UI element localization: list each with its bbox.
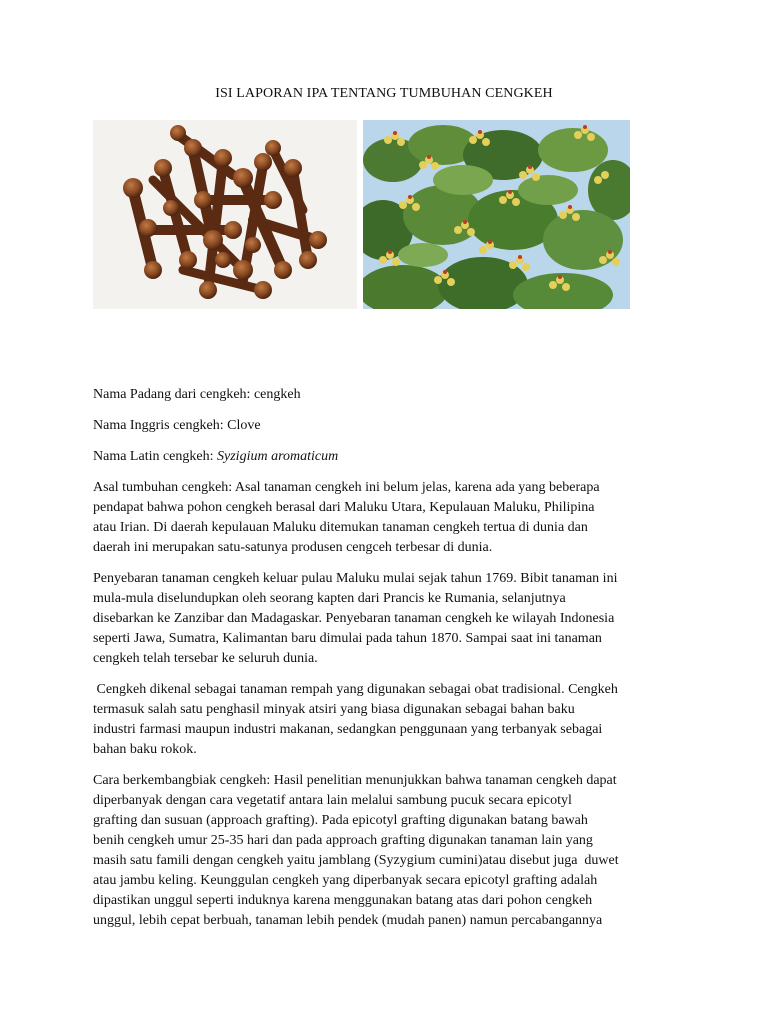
field-inggris: Nama Inggris cengkeh: Clove [93,418,261,433]
text-line: bahan baku rokok. [93,742,197,757]
text-line: dipastikan unggul seperti induknya karena menggunakan batang atas dari pohon cengkeh [93,893,593,908]
text-line: unggul, lebih cepat berbuah, tanaman lebih pendek (mudah panen) namun percabangannya [93,913,603,928]
text-line: industri farmasi maupun industri makanan, sedangkan penggunaan yang terbanyak sebagai [93,722,603,737]
text-line: diperbanyak dengan cara vegetatif antara lain melalui sambung pucuk secara epicotyl [93,793,572,808]
text-line: Asal tumbuhan cengkeh: Asal tanaman cengkeh ini belum jelas, karena ada yang beberapa [93,480,600,495]
text-line: mula-mula diselundupkan oleh seorang kapten dari Prancis ke Rumania, selanjutnya [93,591,566,606]
text-line: Penyebaran tanaman cengkeh keluar pulau Maluku mulai sejak tahun 1769. Bibit tanaman ini [93,571,618,586]
field-padang: Nama Padang dari cengkeh: cengkeh [93,387,301,402]
paragraph-penyebaran [93,569,685,669]
text-line: pendapat bahwa pohon cengkeh berasal dari Maluku Utara, Kepulauan Maluku, Philipina [93,500,595,515]
latin-label: Nama Latin cengkeh: [93,449,218,464]
text-line: Cara berkembangbiak cengkeh: Hasil penelitian menunjukkan bahwa tanaman cengkeh dapat [93,773,617,788]
report-body [93,385,685,942]
text-line: daerah ini merupakan satu-satunya produsen cengceh terbesar di dunia. [93,540,493,555]
paragraph-kegunaan [93,680,685,760]
cloves-photo [93,120,357,309]
text-line: cengkeh telah tersebar ke seluruh dunia. [93,651,318,666]
field-latin [93,447,685,467]
paragraph-asal [93,478,685,558]
text-line: benih cengkeh umur 25-35 hari dan pada approach grafting digunakan tanaman lain yang [93,833,593,848]
text-line: Cengkeh dikenal sebagai tanaman rempah yang digunakan sebagai obat tradisional. Cengkeh [93,682,618,697]
page-title: ISI LAPORAN IPA TENTANG TUMBUHAN CENGKEH [215,86,553,101]
text-line: disebarkan ke Zanzibar dan Madagaskar. Penyebaran tanaman cengkeh ke wilayah Indonesia [93,611,615,626]
text-line: termasuk salah satu penghasil minyak atsiri yang biasa digunakan sebagai bahan baku [93,702,575,717]
latin-name: Syzigium aromaticum [217,449,339,464]
text-line: atau Irian. Di daerah kepulauan Maluku ditemukan tanaman cengkeh tertua di dunia dan [93,520,588,535]
text-line: grafting dan susuan (approach grafting). Pada epicotyl grafting digunakan batang bawah [93,813,588,828]
clove-tree-photo [363,120,630,309]
text-line: atau jambu keling. Keunggulan cengkeh yang diperbanyak secara epicotyl grafting adalah [93,873,598,888]
text-line: masih satu famili dengan cengkeh yaitu jamblang (Syzygium cumini)atau disebut juga duwet [93,853,619,868]
paragraph-berkembangbiak [93,771,685,931]
text-line: seperti Jawa, Sumatra, Kalimantan baru dimulai pada tahun 1870. Sampai saat ini tanaman [93,631,602,646]
